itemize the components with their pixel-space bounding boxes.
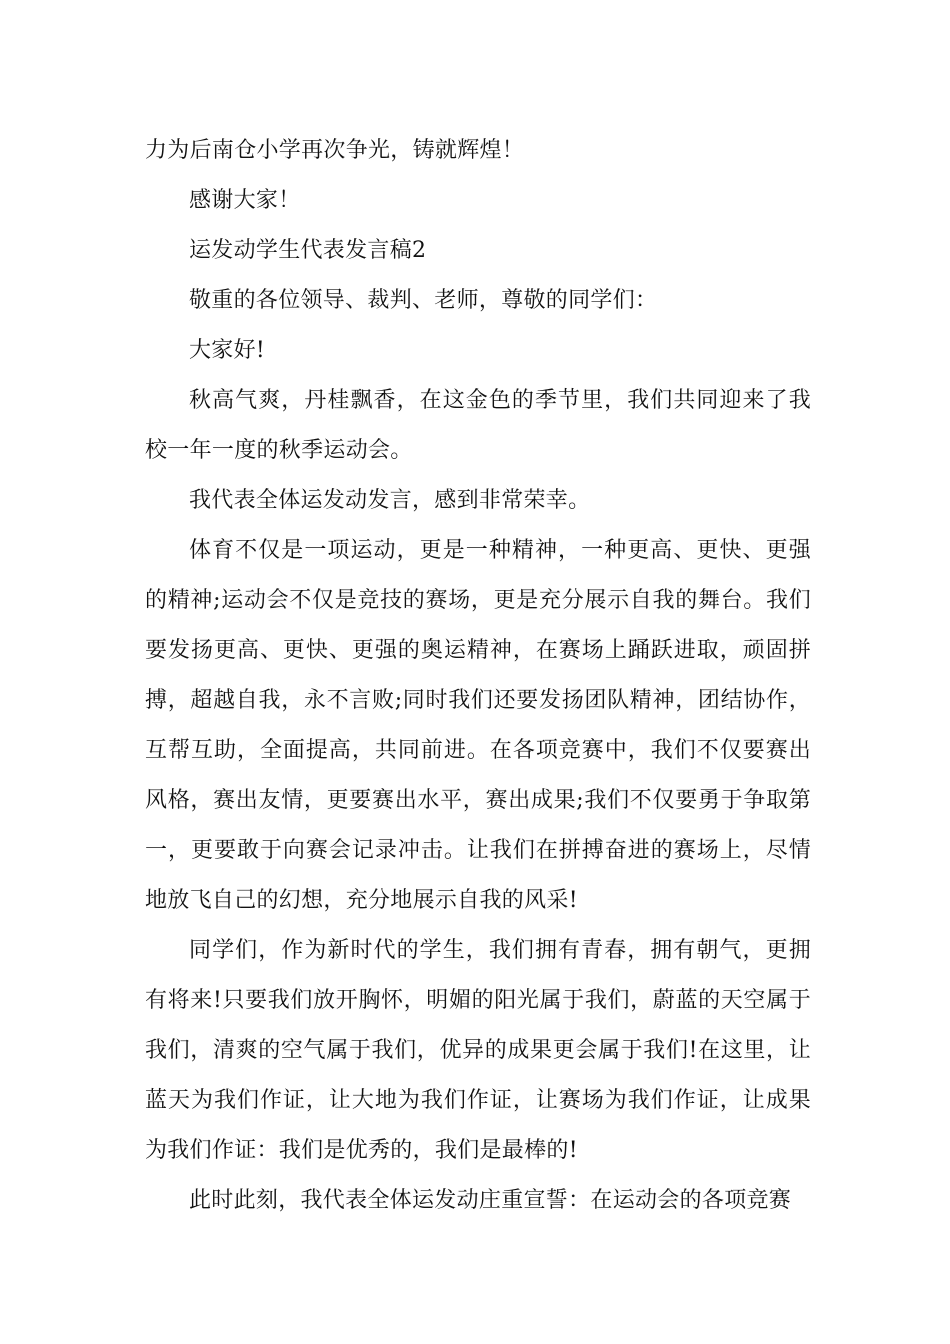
paragraph-spirit: 体育不仅是一项运动，更是一种精神，一种更高、更快、更强的精神;运动会不仅是竞技的赛场，更是充分展示自我的舞台。我们要发扬更高、更快、更强的奥运精神，在赛场上踊跃进取，顽固拼搏，超越自我，永不言败;同时我们还要发扬团队精神，团结协作，互帮互助，全面提高，共同前进。在各项竞赛中，我们不仅要赛出风格，赛出友情，更要赛出水平，赛出成果;我们不仅要勇于争取第一，更要敢于向赛会记录冲击。让我们在拼搏奋进的赛场上，尽情地放飞自己的幻想，充分地展示自我的风采! bbox=[145, 538, 811, 913]
document-body bbox=[145, 126, 811, 1226]
paragraph-honor: 我代表全体运发动发言，感到非常荣幸。 bbox=[189, 488, 591, 513]
paragraph-continuation: 力为后南仓小学再次争光，铸就辉煌！ bbox=[145, 138, 525, 163]
paragraph-classmates: 同学们，作为新时代的学生，我们拥有青春，拥有朝气，更拥有将来!只要我们放开胸怀，明媚的阳光属于我们，蔚蓝的天空属于我们，清爽的空气属于我们，优异的成果更会属于我们!在这里，让蓝天为我们作证，让大地为我们作证，让赛场为我们作证，让成果为我们作证：我们是优秀的，我们是最棒的! bbox=[145, 938, 811, 1163]
paragraph-greeting: 大家好! bbox=[189, 338, 266, 363]
section-heading: 运发动学生代表发言稿2 bbox=[189, 238, 427, 263]
paragraph-thanks: 感谢大家！ bbox=[189, 188, 301, 213]
paragraph-salutation: 敬重的各位领导、裁判、老师，尊敬的同学们： bbox=[189, 288, 658, 313]
paragraph-oath: 此时此刻，我代表全体运发动庄重宣誓：在运动会的各项竞赛 bbox=[189, 1188, 792, 1213]
paragraph-opening: 秋高气爽，丹桂飘香，在这金色的季节里，我们共同迎来了我校一年一度的秋季运动会。 bbox=[145, 388, 811, 463]
